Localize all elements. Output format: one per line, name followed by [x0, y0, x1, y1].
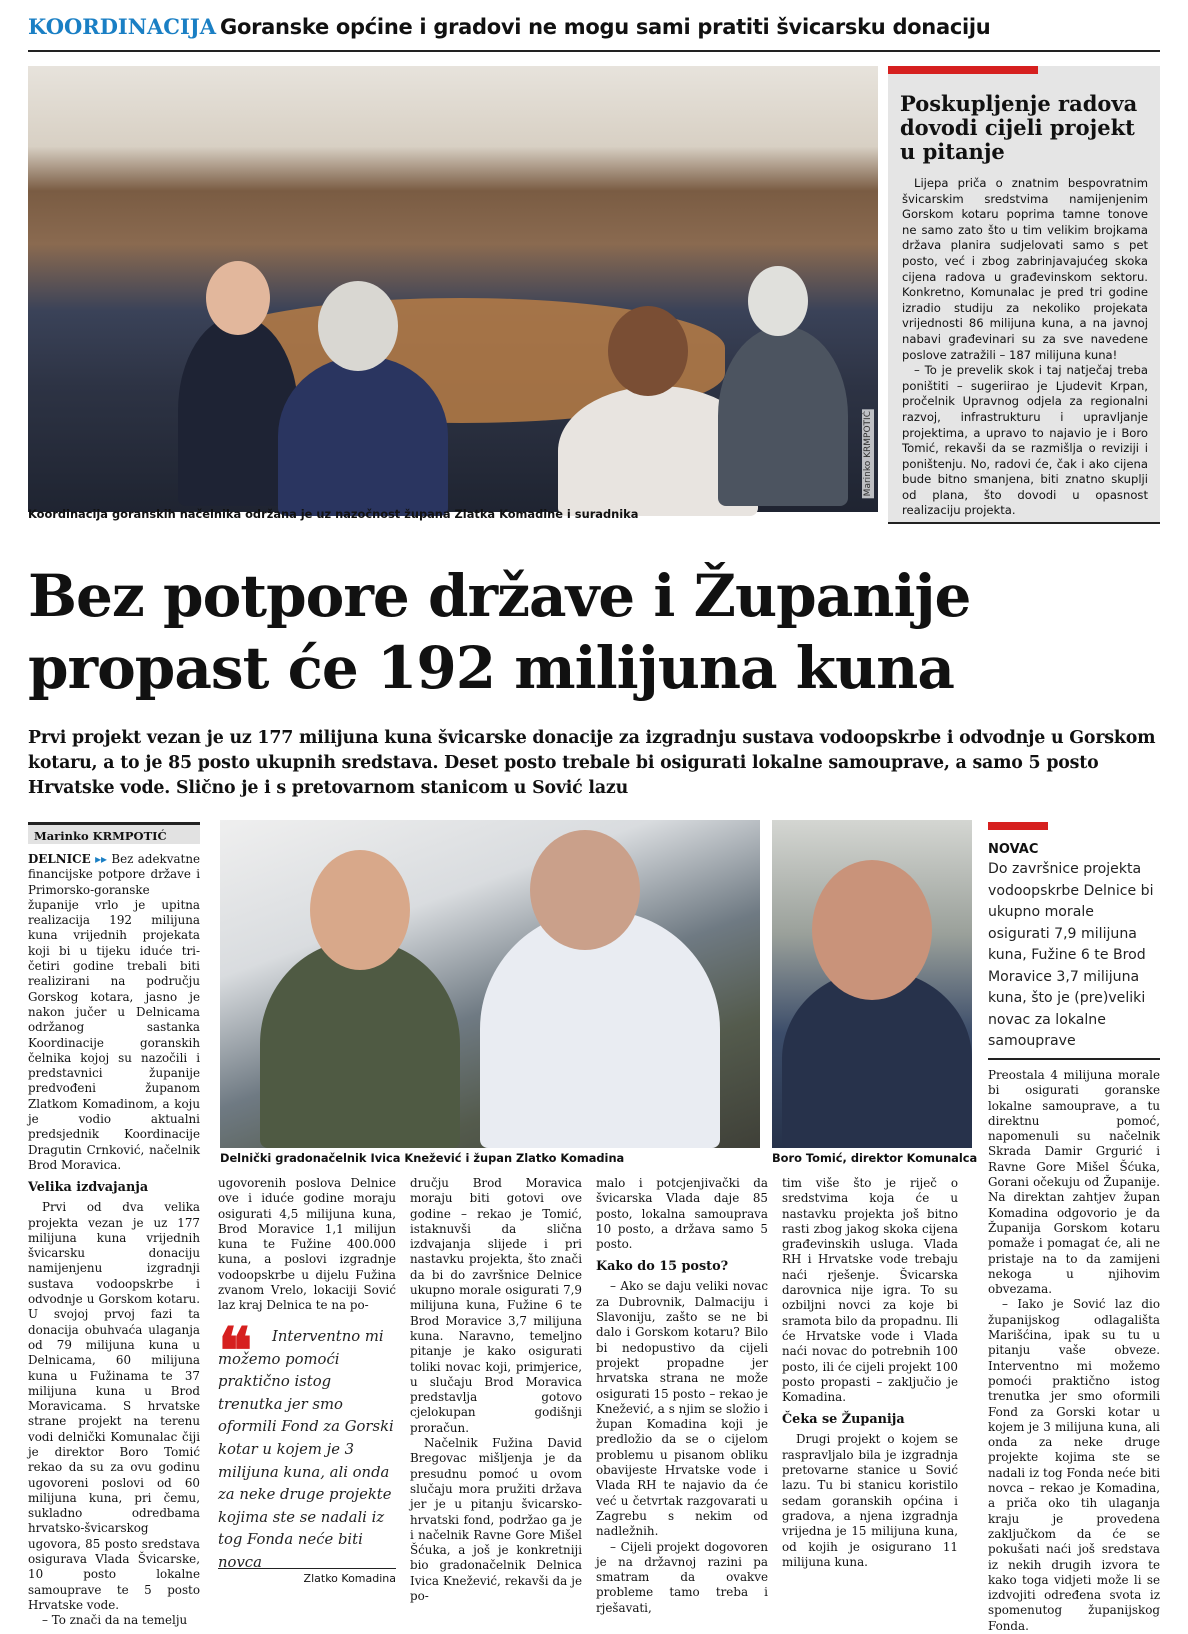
novac-text: Do završnice projekta vodoopskrbe Delnice bi ukupno morale osigurati 7,9 milijuna kuna, Fužine 6 te Brod Moravice 3,7 milijuna kuna, što je (pre)veliki novac za lokalne samouprave [988, 861, 1154, 1049]
novac-divider [988, 1058, 1160, 1060]
main-headline [28, 560, 1168, 704]
person-head-shape [206, 261, 270, 335]
photo-knezevic-komadina [220, 820, 760, 1148]
sidebar-body [902, 176, 1148, 519]
novac-box [988, 822, 1160, 1053]
right-photo-caption: Boro Tomić, direktor Komunalca [772, 1151, 978, 1165]
sidebar-accent-bar [888, 66, 1038, 74]
byline [28, 822, 200, 844]
sidebar-box [888, 66, 1160, 524]
person-head-shape [318, 281, 398, 371]
article-paragraph: Načelnik Fužina David Bregovac mišljenja je da presudnu pomoć u ovom slučaju mora pružiti država jer je u pitanju švicarsko-hrvatski fond, podržao ga je i načelnik Ravne Gore Mišel Šćuka, a još je konkretniji bio gradonačelnik Delnica Ivica Knežević, rekavši da je po- [410, 1436, 582, 1604]
subheading: Velika izdvajanja [28, 1180, 149, 1196]
article-paragraph: Preostala 4 milijuna morale bi osigurati goranske lokalne samouprave, a tu direktnu pomoć, napomenuli su načelnik Skrada Damir Grgurić i Ravne Gore Mišel Šćuka, Gorani očekuju od Županije. Na direktan zahtjev župan Komadina odgovorio je da Županija Gorskom kotaru pomaže i pomagat će, ali ne pristaje na to da zamijeni nekoga u njihovim obvezama. [988, 1068, 1160, 1297]
sidebar-paragraph: Lijepa priča o znatnim bespovratnim švicarskim sredstvima namijenjenim Gorskom kotaru poprima tamne tonove ne samo zato što u tim velikim brojkama država planira sudjelovati samo s pet posto, već i zbog zabrinjavajućeg skoka cijena radova u građevinskom sektoru. Konkretno, Komunalac je pred tri godine izradio studiju za nekoliko projekata vrijednosti 86 milijuna kuna, a na javnoj nabavi građevinari su za sve navedene poslove zatražili – 187 milijuna kuna! [902, 176, 1148, 362]
article-paragraph: – Ako se daju veliki novac za Dubrovnik, Dalmaciju i Slavoniju, zašto se ne bi dalo i Gorskom kotaru? Bilo bi nedopustivo da cijeli projekt propadne jer hrvatska strana ne može osigurati 15 posto – rekao je Knežević, a s njim se složio i župan Komadina koji je predložio da se o cijelom problemu u pisanom obliku obavijeste Hrvatske vode i Vlada RH te najavio da će već u četvrtak razgovarati u Zagrebu s nekim od nadležnih. [596, 1279, 768, 1539]
article-paragraph: malo i potcjenjivački da švicarska Vlada daje 85 posto, lokalna samouprava 10 posto, a država samo 5 posto. [596, 1176, 768, 1252]
lead-paragraph: Prvi projekt vezan je uz 177 milijuna kuna švicarske donacije za izgradnju sustava vodoopskrbe i odvodnje u Gorskom kotaru, a to je 85 posto ukupnih sredstava. Deset posto trebale bi osigurati lokalne samouprave, a samo 5 posto Hrvatske vode. Slično je i s pretovarnom stanicom u Sović lazu [28, 728, 1156, 798]
headline-line: Bez potpore države i Županije [28, 562, 971, 630]
section-label: KOORDINACIJA [28, 14, 217, 39]
article-paragraph: ugovorenih poslova Delnice ove i iduće godine moraju osigurati 4,5 milijuna kuna, Brod Moravice 1,1 milijun kuna te Fužine 400.000 kuna, a poslovi izgradnje vodoopskrbe u dijelu Fužina zvanom Vrelo, lokaciji Sović laz kraj Delnica te na po- [218, 1176, 396, 1313]
subheading: Kako do 15 posto? [596, 1259, 729, 1275]
section-header [28, 14, 1160, 52]
article-column-4 [596, 1176, 768, 1616]
main-photo [28, 66, 878, 512]
novac-accent-bar [988, 822, 1048, 830]
section-title: Goranske općine i gradovi ne mogu sami pratiti švicarsku donaciju [220, 15, 991, 39]
quote-mark-icon: ❝ [218, 1314, 253, 1389]
person-head-shape [530, 830, 640, 950]
article-column-1 [28, 852, 200, 1629]
person-head-shape [310, 850, 410, 970]
person-head-shape [812, 860, 932, 1000]
quote-text-content: Interventno mi možemo pomoći praktično istog trenutka jer smo oformili Fond za Gorski kotar u kojem je 3 milijuna kuna, ali onda za neke druge projekte kojima ste se nadali iz tog Fonda neće biti novca [218, 1328, 394, 1571]
person-head-shape [748, 266, 808, 336]
photo-credit: Marinko KRMPOTIĆ [863, 410, 873, 496]
person-shape [278, 356, 448, 516]
intro-text: Bez adekvatne financijske potpore države i Primorsko-goranske županije vrlo je upitna realizacija 192 milijuna kuna vrijednih projekata koji bi u tijeku iduće tri-četiri godine trebali biti realizirani na području Gorskog kotara, jasno je nakon jučer u Delnicama održanog sastanka Koordinacije goranskih čelnika kojoj su nazočili i predstavnici županije predvođeni županom Zlatkom Komadinom, a koju je vodio aktualni predsjednik Koordinacije Dragutin Crnković, načelnik Brod Moravica. [28, 852, 201, 1172]
dateline: DELNICE [28, 852, 91, 866]
person-shape [260, 940, 460, 1148]
article-column-5 [782, 1176, 958, 1570]
author-last-name: KRMPOTIĆ [92, 829, 167, 843]
article-paragraph: Drugi projekt o kojem se raspravljalo bila je izgradnja pretovarne stanice u Sović lazu. Tu bi stanicu koristilo sedam goranskih općina i gradova, a njena izgradnja vrijedna je 15 milijuna kuna, od kojih je osigurano 11 milijuna kuna. [782, 1432, 958, 1569]
article-paragraph: Prvi od dva velika projekta vezan je uz 177 milijuna kuna vrijednih švicarsku donaciju namijenjenu izgradnji sustava vodoopskrbe i odvodnje u Gorskom kotaru. U svojoj prvoj fazi ta donacija obuhvaća ulaganja od 79 milijuna kuna u Delnicama, 60 milijuna kuna u Fužinama te 37 milijuna kuna u Brod Moravicama. S hrvatske strane projekt na terenu vodi delnički Komunalac čiji je direktor Boro Tomić rekao da su za ovu godinu ugovoreni poslovi od 60 milijuna kuna, pri čemu, sukladno odredbama hrvatsko-švicarskog ugovora, 85 posto sredstava osigurava Vlada Švicarske, 10 posto lokalne samouprave te 5 posto Hrvatske vode. [28, 1200, 200, 1612]
person-shape [718, 326, 848, 506]
pull-quote [218, 1326, 396, 1575]
article-paragraph: dručju Brod Moravica moraju biti gotovi ove godine – rekao je Tomić, istaknuvši da slična izdvajanja slijede i pri nastavku projekta, što znači da bi do završnice Delnice ukupno morale osigurati 7,9 milijuna kuna, Fužine 6 te Brod Moravice 3,7 milijuna kuna. Naravno, temeljno pitanje je kako osigurati toliki novac koji, primjerice, u slučaju Brod Moravica predstavlja gotovo cjelokupan godišnji proračun. [410, 1176, 582, 1435]
article-paragraph: – To znači da na temelju [42, 1613, 188, 1628]
main-photo-caption: Koordinacija goranskih načelnika održana je uz nazočnost župana Zlatka Komadine i suradnika [28, 507, 639, 521]
middle-photo-caption: Delnički gradonačelnik Ivica Knežević i župan Zlatko Komadina [220, 1151, 625, 1165]
quote-text [218, 1326, 396, 1575]
author-first-name: Marinko [34, 829, 89, 843]
quote-author: Zlatko Komadina [218, 1568, 396, 1585]
article-paragraph: – Iako je Sović laz dio županijskog odlagališta Marišćina, ipak su tu u pitanju vaše obveze. Interventno mi možemo pomoći praktično istog trenutka jer smo oformili Fond za Gorski kotar u kojem je 3 milijuna kuna, ali onda za neke druge projekte kojima ste se nadali iz tog Fonda neće biti novca – rekao je Komadina, a priča oko tih ulaganja kraju je provedena zaključkom da će se pokušati naći još sredstava iz nekih drugih izvora te kako toga vidjeti može li se izdvojiti određena svota iz spomenutog županijskog Fonda. [988, 1297, 1160, 1633]
dateline-arrow-icon: ▸▸ [95, 852, 108, 866]
article-column-3 [410, 1176, 582, 1604]
subheading: Čeka se Županija [782, 1412, 905, 1428]
headline-line: propast će 192 milijuna kuna [28, 634, 954, 702]
sidebar-paragraph: – To je prevelik skok i taj natječaj treba poništiti – sugeriirao je Ljudevit Krpan, pročelnik Upravnog odjela za regionalni razvoj, infrastrukturu i upravljanje projektima, a upravo to najavio je i Boro Tomić, rekavši da se razmišlja o reviziji i poništenju. No, radovi će, čak i ako cijena bude bitno smanjena, biti znatno skuplji od plana, što dovodi u opasnost realizaciju projekta. [902, 363, 1148, 518]
novac-label: NOVAC [988, 842, 1039, 857]
person-head-shape [608, 306, 688, 396]
intro-paragraph [28, 852, 200, 1173]
article-paragraph: tim više što je riječ o sredstvima koja će u nastavku projekta još bitno rasti zbog jakog skoka cijena građevinskih usluga. Vlada RH i Hrvatske vode trebaju naći rješenje. Švicarska darovnica nije igra. To su ozbiljni novci za koje bi sramota bilo da propadnu. Ili će Hrvatske vode i Vlada naći novac do potrebnih 100 posto, ili će cijeli projekt 100 posto propasti – zaključio je Komadina. [782, 1176, 958, 1405]
photo-boro-tomic [772, 820, 972, 1148]
article-paragraph: – Cijeli projekt dogovoren je na državnoj razini pa smatram da ovakve probleme tamo treba i rješavati, [596, 1539, 768, 1615]
sidebar-title: Poskupljenje radova dovodi cijeli projekt u pitanje [900, 91, 1138, 164]
article-column-2 [218, 1176, 396, 1314]
article-column-6 [988, 1068, 1160, 1634]
